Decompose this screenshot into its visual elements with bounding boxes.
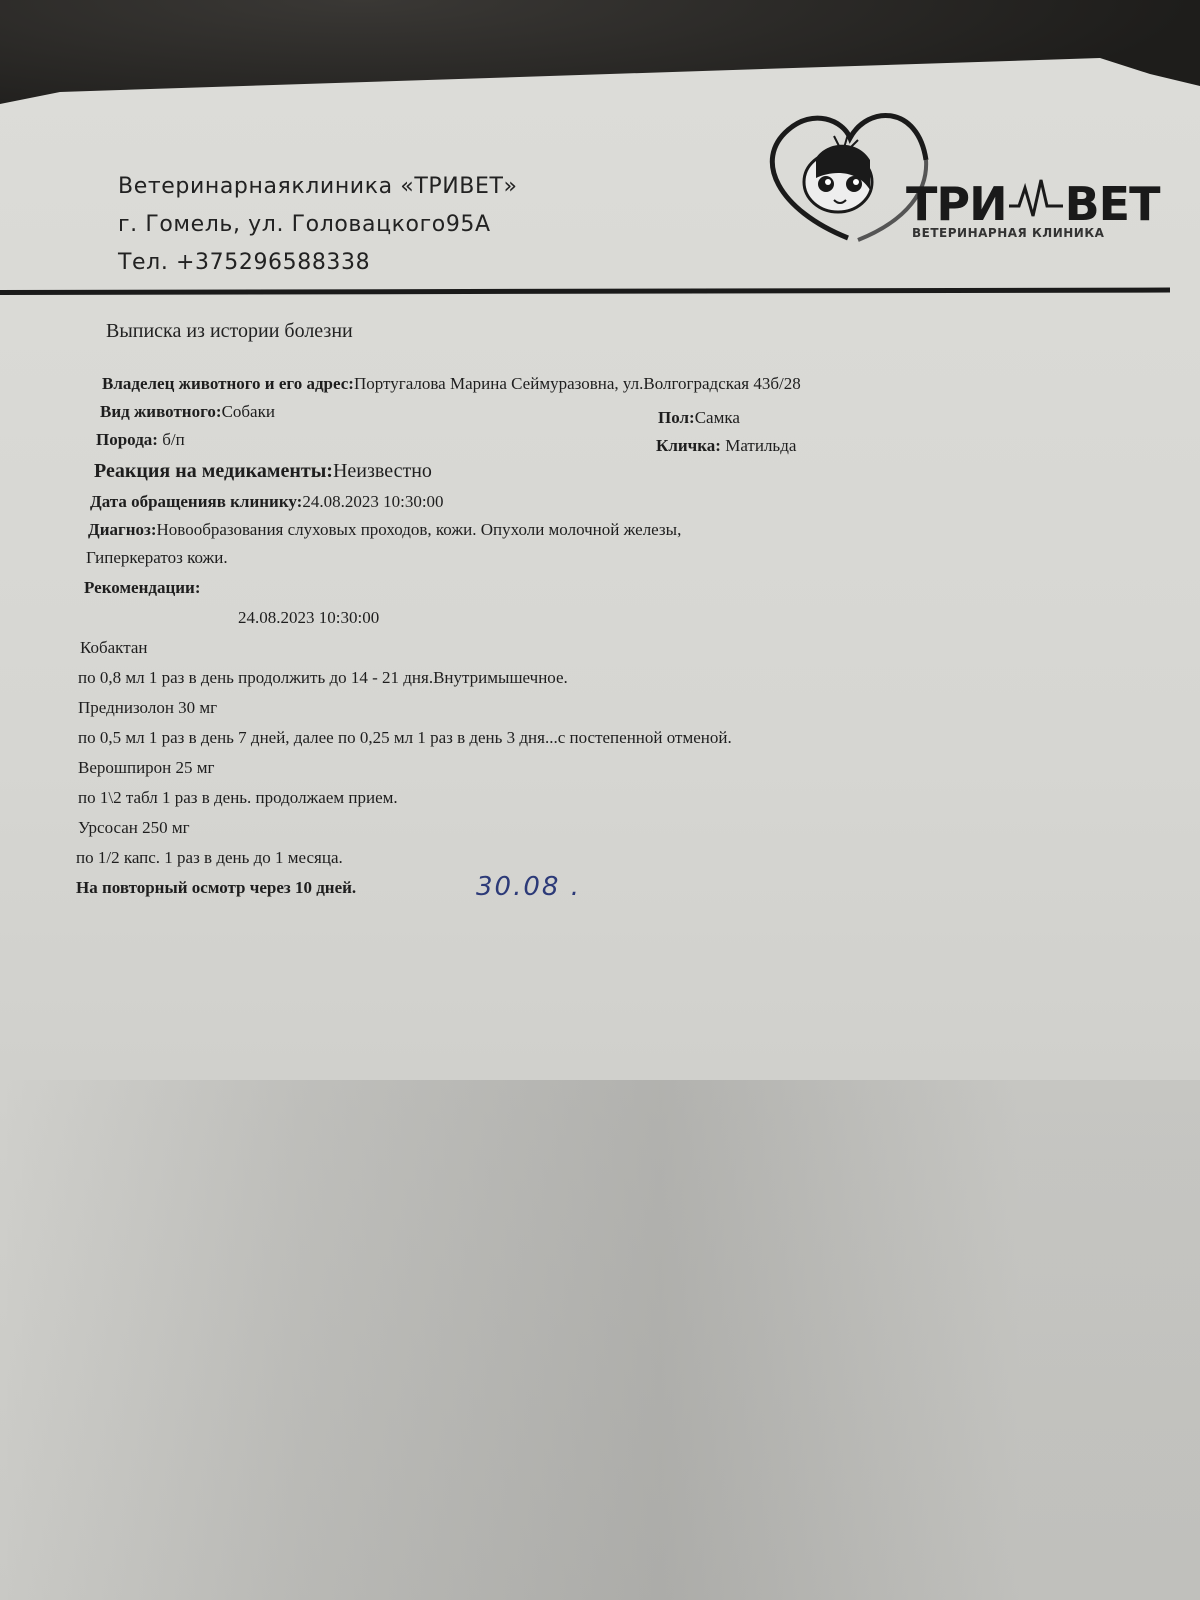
- medication-dosage: по 0,5 мл 1 раз в день 7 дней, далее по 0,25 мл 1 раз в день 3 дня...с постепенной отменой.: [78, 728, 732, 747]
- recommendations-label: Рекомендации:: [84, 578, 201, 597]
- reaction-value: Неизвестно: [332, 460, 432, 482]
- sex-value: Самка: [694, 408, 740, 427]
- clinic-phone: Тел. +375296588338: [118, 250, 371, 275]
- reaction-line: [94, 460, 432, 483]
- medication-dosage: по 1\2 табл 1 раз в день. продолжаем прием.: [78, 788, 398, 807]
- medication-name: Урсосан 250 мг: [78, 818, 190, 837]
- species-value: Собаки: [221, 402, 275, 421]
- breed-value: б/п: [157, 430, 185, 449]
- species-line: [100, 402, 275, 422]
- clinic-name: Ветеринарнаяклиника «ТРИВЕТ»: [118, 174, 518, 199]
- medication-name: Преднизолон 30 мг: [78, 698, 218, 717]
- logo-word-left: ТРИ: [906, 177, 1007, 231]
- visit-date-label: Дата обращенияв клинику:: [90, 492, 303, 511]
- visit-date-line: [90, 492, 444, 512]
- reaction-label: Реакция на медикаменты:: [94, 460, 333, 482]
- breed-label: Порода:: [96, 430, 158, 449]
- sex-line: [658, 408, 740, 428]
- recommendations-date: 24.08.2023 10:30:00: [238, 608, 380, 627]
- pulse-wave-icon: [1009, 176, 1063, 220]
- diagnosis-value: Новообразования слуховых проходов, кожи. Опухоли молочной железы,: [156, 520, 682, 539]
- clinic-header: [118, 168, 518, 282]
- medication-dosage: по 0,8 мл 1 раз в день продолжить до 14 - 21 дня.Внутримышечное.: [78, 668, 568, 687]
- medication-name: Верошпирон 25 мг: [78, 758, 215, 777]
- pet-name-value: Матильда: [720, 436, 797, 455]
- owner-line: [102, 374, 801, 394]
- clinic-address: г. Гомель, ул. Головацкого95А: [118, 212, 491, 237]
- owner-label: Владелец животного и его адрес:: [102, 374, 354, 393]
- visit-date-value: 24.08.2023 10:30:00: [302, 492, 444, 511]
- species-label: Вид животного:: [100, 402, 222, 421]
- diagnosis-label: Диагноз:: [88, 520, 157, 539]
- document-title: Выписка из истории болезни: [106, 320, 353, 342]
- handwritten-date: 30.08 .: [476, 872, 581, 902]
- owner-value: Португалова Марина Сеймуразовна, ул.Волгоградская 43б/28: [353, 374, 801, 393]
- sex-label: Пол:: [658, 408, 695, 427]
- medication-name: Кобактан: [80, 638, 148, 657]
- breed-line: [96, 430, 185, 450]
- pet-name-line: [656, 436, 796, 456]
- logo-wordmark: [906, 176, 1159, 231]
- pet-name-label: Кличка:: [656, 436, 721, 455]
- followup-note: На повторный осмотр через 10 дней.: [76, 878, 357, 897]
- diagnosis-continuation: Гиперкератоз кожи.: [86, 548, 228, 567]
- medication-dosage: по 1/2 капс. 1 раз в день до 1 месяца.: [76, 848, 343, 867]
- logo-word-right: ВЕТ: [1064, 177, 1160, 231]
- logo-subtitle: ВЕТЕРИНАРНАЯ КЛИНИКА: [912, 226, 1105, 240]
- diagnosis-line: [88, 520, 681, 540]
